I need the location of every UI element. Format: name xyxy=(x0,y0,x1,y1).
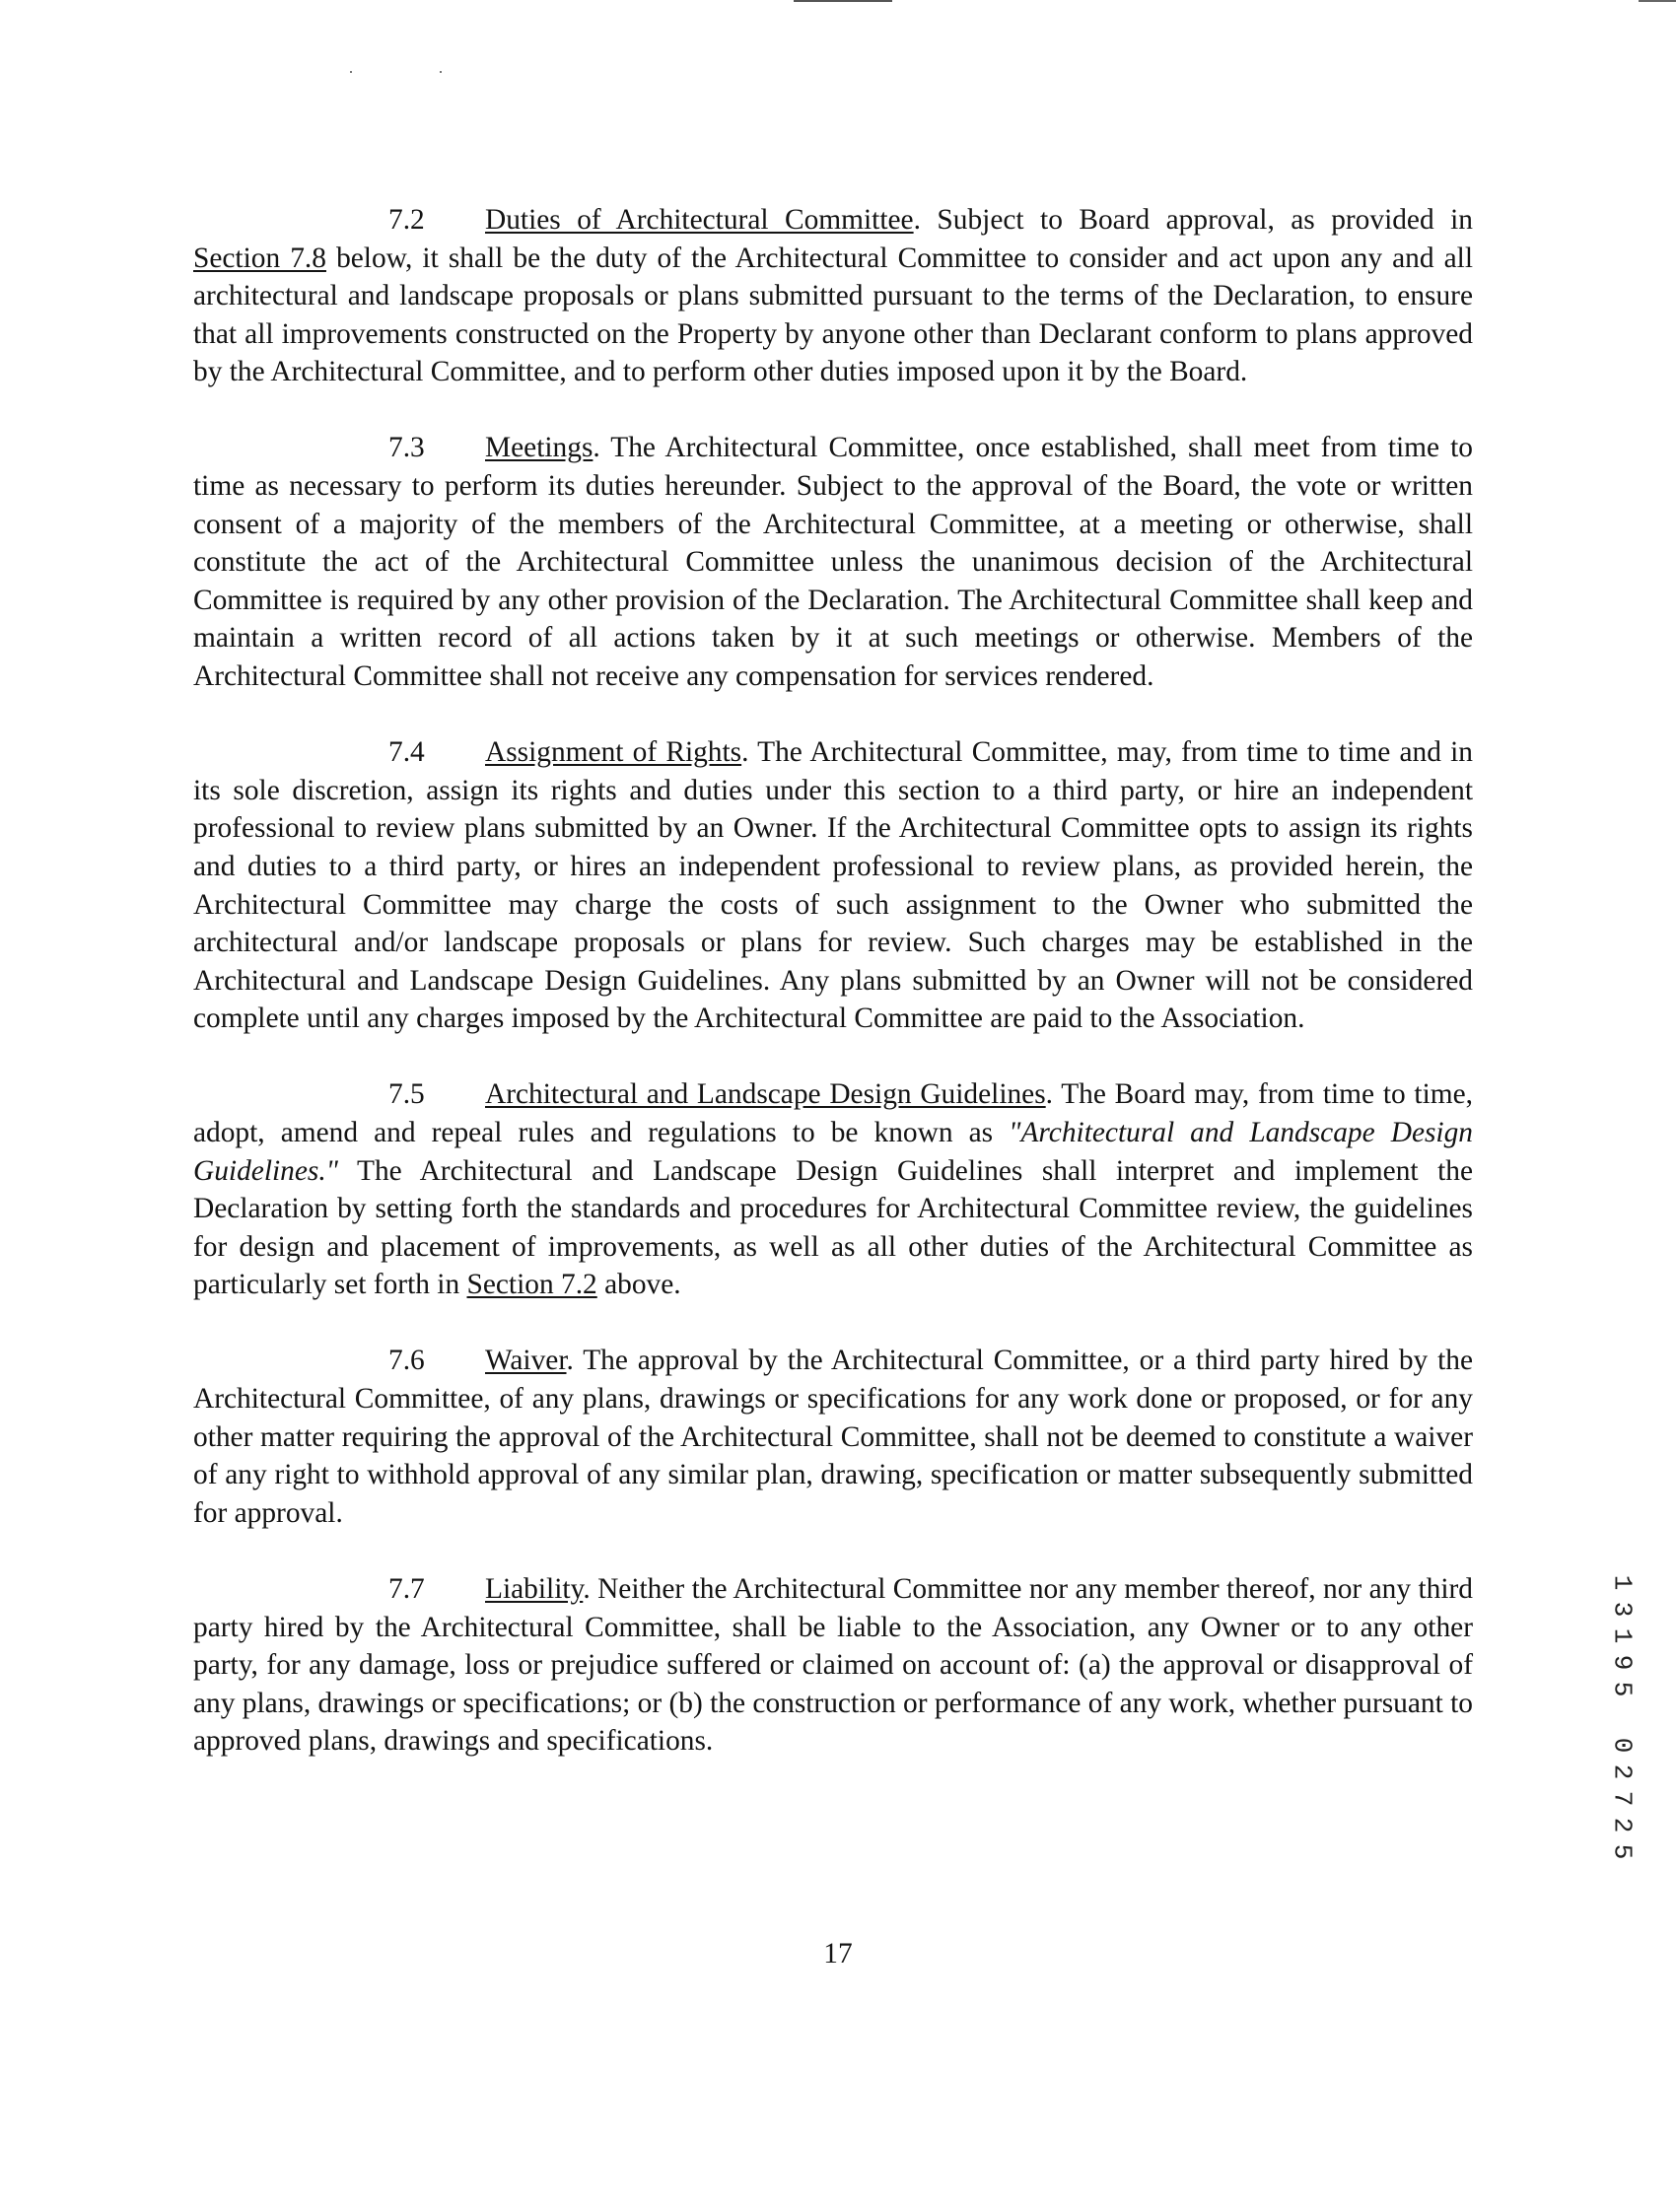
page-number: 17 xyxy=(823,1938,853,1970)
section-7-7 xyxy=(193,1570,1473,1761)
stamp-digit: 3 xyxy=(1607,1601,1638,1618)
section-reference: Section 7.2 xyxy=(466,1269,597,1301)
section-number: 7.6 xyxy=(388,1345,425,1377)
recording-stamp xyxy=(1607,1569,1638,1865)
section-text: below, it shall be the duty of the Architectural Committee to consider and act upon any and all architectural and landscape proposals or plans submitted pursuant to the terms of the Declaration, to ensure that all improvements constructed on the Property by anyone other than Declarant conform to plans approved by the Architectural Committee, and to perform other duties imposed upon it by the Board. xyxy=(193,242,1473,388)
section-number: 7.7 xyxy=(388,1572,425,1605)
section-text: . Neither the Architectural Committee nor any member thereof, nor any third party hired by the Architectural Committee, shall be liable to the Association, any Owner or to any other party, for any damage, loss or prejudice suffered or claimed on account of: (a) the approval or disapproval of any plans, drawings or specifications; or (b) the construction or performance of any work, whether pursuant to approved plans, drawings and specifications. xyxy=(193,1572,1473,1758)
section-text: . The Architectural Committee, may, from time to time and in its sole discretion, assign its rights and duties under this section to a third party, or hire an independent professional to review plans submitted by an Owner. If the Architectural Committee opts to assign its rights and duties to a third party, or hires an independent professional to review plans, as provided herein, the Architectural Committee may charge the costs of such assignment to the Owner who submitted the architectural and/or landscape proposals or plans for review. Such charges may be established in the Architectural and Landscape Design Guidelines. Any plans submitted by an Owner will not be considered complete until any charges imposed by the Architectural Committee are paid to the Association. xyxy=(193,736,1473,1035)
section-7-3 xyxy=(193,429,1473,695)
section-reference: Section 7.8 xyxy=(193,242,326,274)
stamp-digit: 1 xyxy=(1607,1627,1638,1644)
stamp-digit: 0 xyxy=(1607,1737,1638,1754)
section-heading: Duties of Architectural Committee xyxy=(485,204,914,236)
document-body xyxy=(193,201,1473,1798)
section-text: above. xyxy=(596,1269,681,1301)
section-text: The Architectural and Landscape Design Guidelines shall interpret and implement the Declaration by setting forth the standards and procedures for Architectural Committee review, the guidelines for design and placement of improvements, as well as all other duties of the Architectural Committee as particularly set forth in xyxy=(193,1154,1473,1301)
section-heading: Liability xyxy=(485,1572,584,1605)
section-number: 7.3 xyxy=(388,432,425,464)
section-number: 7.4 xyxy=(388,736,425,769)
section-text: . The Board may, from time to time, adopt, amend and repeal rules and regulations to be known as xyxy=(193,1078,1473,1148)
section-text: . The Architectural Committee, once established, shall meet from time to time as necessary to perform its duties hereunder. Subject to the approval of the Board, the vote or written consent of a majority of the members of the Architectural Committee, at a meeting or otherwise, shall constitute the act of the Architectural Committee unless the unanimous decision of the Architectural Committee is required by any other provision of the Declaration. The Architectural Committee shall keep and maintain a written record of all actions taken by it at such meetings or otherwise. Members of the Architectural Committee shall not receive any compensation for services rendered. xyxy=(193,432,1473,693)
stamp-digit: 2 xyxy=(1607,1817,1638,1833)
stamp-digit: 7 xyxy=(1607,1790,1638,1807)
stamp-digit: 2 xyxy=(1607,1763,1638,1780)
scan-corner-mark xyxy=(1639,0,1676,2)
scan-top-rule xyxy=(794,0,892,2)
stamp-digit: 1 xyxy=(1607,1574,1638,1591)
section-heading: Meetings xyxy=(485,432,594,464)
section-number: 7.5 xyxy=(388,1078,425,1111)
stamp-gap xyxy=(1611,1702,1633,1732)
scan-speck xyxy=(350,71,352,73)
section-text: . Subject to Board approval, as provided in xyxy=(913,204,1473,236)
section-number: 7.2 xyxy=(388,204,425,236)
scan-speck xyxy=(440,71,442,73)
guidelines-title: "Architectural and Landscape Design Guidelines." xyxy=(193,1116,1473,1187)
stamp-digit: 5 xyxy=(1607,1681,1638,1697)
stamp-digit: 5 xyxy=(1607,1843,1638,1860)
section-7-6 xyxy=(193,1342,1473,1532)
stamp-digit: 9 xyxy=(1607,1654,1638,1671)
section-7-4 xyxy=(193,733,1473,1038)
section-heading: Waiver xyxy=(485,1345,567,1377)
section-7-2 xyxy=(193,201,1473,391)
section-heading: Assignment of Rights xyxy=(485,736,742,769)
section-heading: Architectural and Landscape Design Guidelines xyxy=(485,1078,1046,1111)
section-text: . The approval by the Architectural Committee, or a third party hired by the Architectural Committee, of any plans, drawings or specifications for any work done or proposed, or for any other matter requiring the approval of the Architectural Committee, shall not be deemed to constitute a waiver of any right to withhold approval of any similar plan, drawing, specification or matter subsequently submitted for approval. xyxy=(193,1345,1473,1529)
section-7-5 xyxy=(193,1075,1473,1304)
